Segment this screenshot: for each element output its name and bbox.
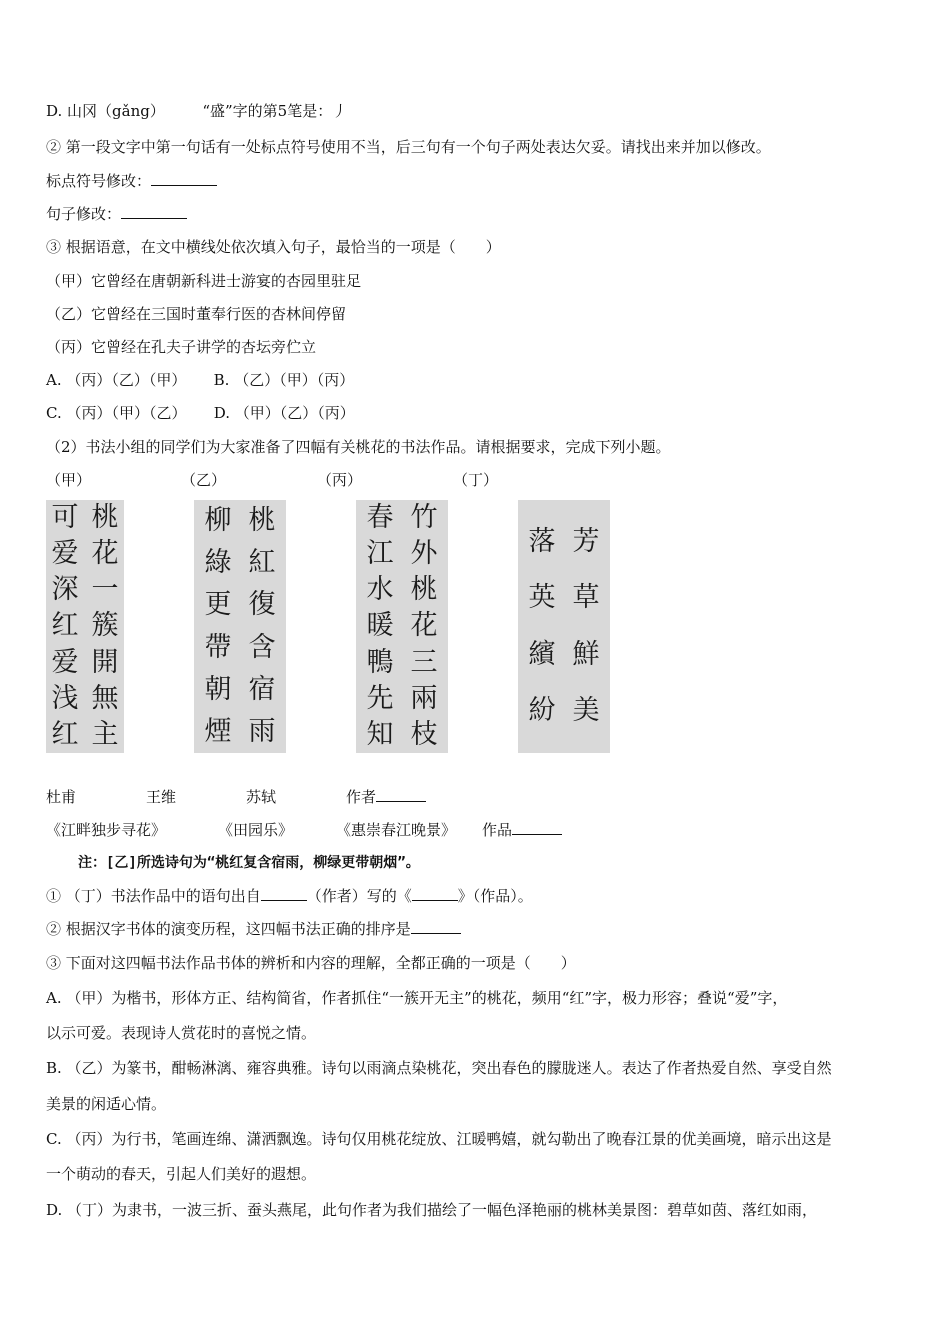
calligraphy-char: 簇 bbox=[91, 610, 119, 642]
option-c-line-1: C. （丙）为行书，笔画连绵、潇洒飘逸。诗句仅用桃花绽放、江暖鸭嬉，就勾勒出了晚春江景的优美画境，暗示出这是 bbox=[46, 1130, 832, 1148]
punctuation-fix-label: 标点符号修改： bbox=[46, 172, 152, 190]
calligraphy-char: 暖 bbox=[366, 610, 394, 642]
work-blank[interactable] bbox=[512, 820, 562, 835]
option-a-line-1: A. （甲）为楷书，形体方正、结构简省，作者抓住“一簇开无主”的桃花，频用“红”字，极力形容；叠说“爱”字， bbox=[46, 989, 788, 1007]
option-b-line-2: 美景的闲适心情。 bbox=[46, 1095, 167, 1113]
calligraphy-char: 春 bbox=[366, 502, 394, 534]
calligraphy-char: 竹 bbox=[410, 502, 438, 534]
calligraphy-char: 可 bbox=[51, 502, 79, 534]
calligraphy-char: 枝 bbox=[410, 718, 438, 750]
calligraphy-char: 宿 bbox=[248, 673, 276, 705]
subquestion-1-part-c: 》（作品）。 bbox=[457, 887, 533, 905]
author-blank-line bbox=[346, 787, 426, 807]
question-2-text: ② 第一段文字中第一句话有一处标点符号使用不当，后三句有一个句子两处表达欠妥。请找出来并加以修改。 bbox=[46, 138, 771, 156]
calligraphy-char: 紛 bbox=[528, 694, 556, 726]
calligraphy-char: 花 bbox=[410, 610, 438, 642]
calligraphy-char: 知 bbox=[366, 718, 394, 750]
calligraphy-char: 桃 bbox=[410, 574, 438, 606]
calligraphy-char: 柳 bbox=[204, 505, 232, 537]
subquestion-1-part-b: （作者）写的《 bbox=[306, 887, 412, 905]
calligraphy-bing-right-column bbox=[404, 500, 444, 753]
author-blank[interactable] bbox=[376, 787, 426, 802]
option-c-line-2: 一个萌动的春天，引起人们美好的遐想。 bbox=[46, 1165, 317, 1183]
calligraphy-char: 更 bbox=[204, 589, 232, 621]
label-ding: （丁） bbox=[453, 471, 499, 489]
subquestion-1 bbox=[46, 886, 533, 906]
calligraphy-char: 美 bbox=[572, 694, 600, 726]
calligraphy-ding bbox=[518, 500, 610, 753]
calligraphy-ding-left-column bbox=[522, 514, 562, 739]
calligraphy-yi-right-column bbox=[242, 500, 282, 753]
calligraphy-ding-right-column bbox=[566, 514, 606, 739]
options-cd: C. （丙）（甲）（乙） D. （甲）（乙）（丙） bbox=[46, 404, 355, 422]
sentence-jia: （甲）它曾经在唐朝新科进士游宴的杏园里驻足 bbox=[46, 272, 362, 290]
calligraphy-bing-left-column bbox=[360, 500, 400, 753]
calligraphy-char: 鴨 bbox=[366, 646, 394, 678]
author-du-fu: 杜甫 bbox=[46, 788, 77, 806]
calligraphy-char: 兩 bbox=[410, 682, 438, 714]
calligraphy-char: 草 bbox=[572, 582, 600, 614]
calligraphy-jia-left-column bbox=[46, 500, 84, 753]
author-su-shi: 苏轼 bbox=[246, 788, 277, 806]
calligraphy-char: 红 bbox=[51, 610, 79, 642]
label-bing: （丙） bbox=[317, 471, 363, 489]
calligraphy-char: 無 bbox=[91, 682, 119, 714]
subquestion-2 bbox=[46, 919, 461, 939]
label-jia: （甲） bbox=[46, 471, 92, 489]
sentence-yi: （乙）它曾经在三国时董奉行医的杏林间停留 bbox=[46, 305, 347, 323]
calligraphy-char: 桃 bbox=[91, 502, 119, 534]
author-wang-wei: 王维 bbox=[146, 788, 177, 806]
calligraphy-char: 主 bbox=[91, 718, 119, 750]
subquestion-1-part-a: ① （丁）书法作品中的语句出自 bbox=[46, 887, 261, 905]
calligraphy-char: 復 bbox=[248, 589, 276, 621]
work-blank-label: 作品 bbox=[482, 821, 513, 839]
subquestion-2-text: ② 根据汉字书体的演变历程，这四幅书法正确的排序是 bbox=[46, 920, 411, 938]
calligraphy-char: 含 bbox=[248, 631, 276, 663]
calligraphy-jia bbox=[46, 500, 124, 753]
calligraphy-char: 深 bbox=[51, 574, 79, 606]
sentence-fix-blank[interactable] bbox=[121, 204, 187, 219]
calligraphy-char: 江 bbox=[366, 538, 394, 570]
order-answer-blank[interactable] bbox=[411, 919, 461, 934]
sentence-bing: （丙）它曾经在孔夫子讲学的杏坛旁伫立 bbox=[46, 338, 317, 356]
work-1: 《江畔独步寻花》 bbox=[46, 821, 167, 839]
calligraphy-char: 一 bbox=[91, 574, 119, 606]
calligraphy-char: 綠 bbox=[204, 547, 232, 579]
calligraphy-char: 繽 bbox=[528, 638, 556, 670]
sentence-fix-line bbox=[46, 204, 187, 224]
calligraphy-char: 先 bbox=[366, 682, 394, 714]
calligraphy-char: 紅 bbox=[248, 547, 276, 579]
calligraphy-yi-left-column bbox=[198, 500, 238, 753]
work-answer-blank[interactable] bbox=[412, 886, 458, 901]
calligraphy-char: 外 bbox=[410, 538, 438, 570]
calligraphy-question-intro: （2）书法小组的同学们为大家准备了四幅有关桃花的书法作品。请根据要求，完成下列小题。 bbox=[46, 438, 671, 456]
calligraphy-char: 鮮 bbox=[572, 638, 600, 670]
author-blank-label: 作者 bbox=[346, 788, 377, 806]
calligraphy-char: 落 bbox=[528, 526, 556, 558]
calligraphy-char: 芳 bbox=[572, 526, 600, 558]
calligraphy-char: 帶 bbox=[204, 631, 232, 663]
option-d-line: D. 山冈（gǎng） “盛”字的第5笔是：丿 bbox=[46, 102, 348, 120]
work-2: 《田园乐》 bbox=[218, 821, 294, 839]
calligraphy-bing bbox=[356, 500, 448, 753]
calligraphy-char: 煙 bbox=[204, 715, 232, 747]
calligraphy-char: 雨 bbox=[248, 715, 276, 747]
calligraphy-yi bbox=[194, 500, 286, 753]
option-a-line-2: 以示可爱。表现诗人赏花时的喜悦之情。 bbox=[46, 1024, 317, 1042]
label-yi: （乙） bbox=[181, 471, 227, 489]
punctuation-fix-blank[interactable] bbox=[151, 171, 217, 186]
subquestion-3: ③ 下面对这四幅书法作品书体的辨析和内容的理解，全都正确的一项是（ ） bbox=[46, 954, 576, 972]
calligraphy-char: 英 bbox=[528, 582, 556, 614]
calligraphy-jia-right-column bbox=[86, 500, 124, 753]
sentence-fix-label: 句子修改： bbox=[46, 205, 122, 223]
calligraphy-char: 桃 bbox=[248, 505, 276, 537]
work-blank-line bbox=[482, 820, 562, 840]
option-d-line-1: D. （丁）为隶书，一波三折、蚕头燕尾，此句作者为我们描绘了一幅色泽艳丽的桃林美景图：碧草如茵、落红如雨， bbox=[46, 1201, 818, 1219]
calligraphy-char: 三 bbox=[410, 646, 438, 678]
calligraphy-char: 水 bbox=[366, 574, 394, 606]
question-3-text: ③ 根据语意，在文中横线处依次填入句子，最恰当的一项是（ ） bbox=[46, 238, 501, 256]
work-3: 《惠崇春江晚景》 bbox=[336, 821, 457, 839]
calligraphy-char: 爱 bbox=[51, 646, 79, 678]
calligraphy-char: 花 bbox=[91, 538, 119, 570]
option-b-line-1: B. （乙）为篆书，酣畅淋漓、雍容典雅。诗句以雨滴点染桃花，突出春色的朦胧迷人。表达了作者热爱自然、享受自然 bbox=[46, 1059, 832, 1077]
calligraphy-char: 爱 bbox=[51, 538, 79, 570]
calligraphy-note: 注：[乙]所选诗句为“桃红复含宿雨，柳绿更带朝烟”。 bbox=[78, 855, 420, 871]
punctuation-fix-line bbox=[46, 171, 217, 191]
calligraphy-char: 開 bbox=[91, 646, 119, 678]
calligraphy-char: 红 bbox=[51, 718, 79, 750]
calligraphy-char: 浅 bbox=[51, 682, 79, 714]
calligraphy-char: 朝 bbox=[204, 673, 232, 705]
author-answer-blank[interactable] bbox=[261, 886, 307, 901]
options-ab: A. （丙）（乙）（甲） B. （乙）（甲）（丙） bbox=[46, 371, 355, 389]
